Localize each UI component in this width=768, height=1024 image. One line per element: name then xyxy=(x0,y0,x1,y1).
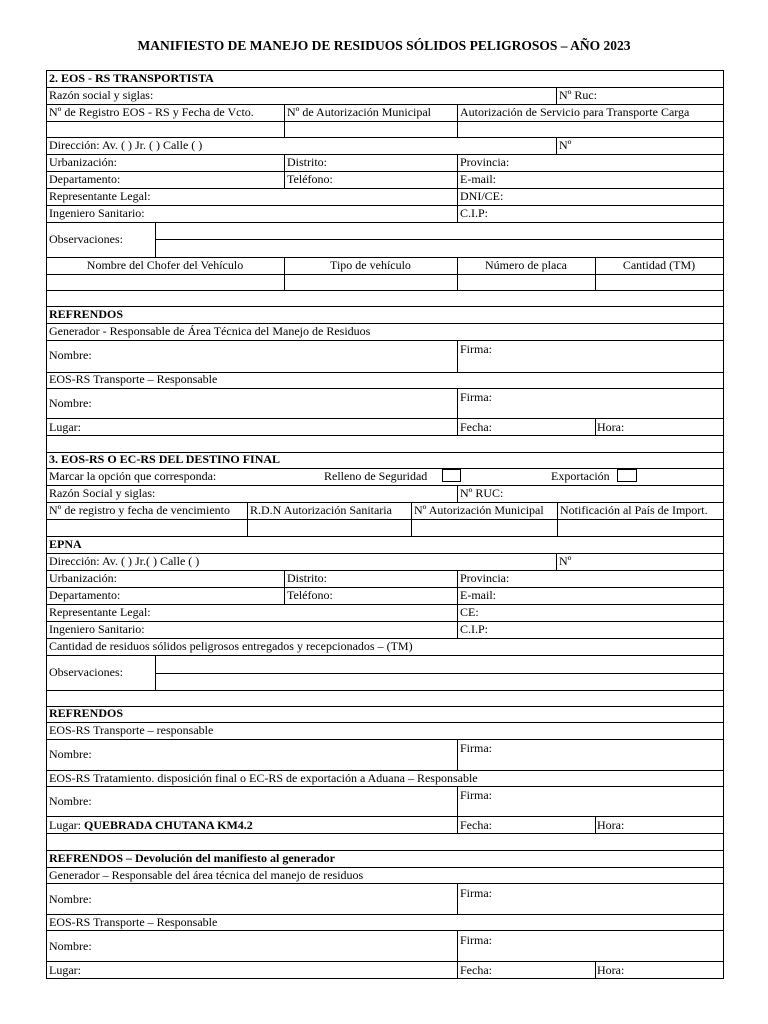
grid-hline-3 xyxy=(46,121,723,122)
epna-numero-label: Nº xyxy=(559,554,572,568)
grid-hline-5 xyxy=(46,154,723,155)
grid-hline-43 xyxy=(46,883,723,884)
epna-departamento-label: Departamento: xyxy=(49,588,121,602)
ruc-label: Nº Ruc: xyxy=(559,88,598,102)
grid-vline-19 xyxy=(457,570,458,638)
generador-nombre-label: Nombre: xyxy=(49,348,92,362)
grid-vline-5 xyxy=(457,154,458,222)
grid-vline-12 xyxy=(595,418,596,435)
section-3-header: 3. EOS-RS O EC-RS DEL DESTINO FINAL xyxy=(49,452,281,466)
epna-ce-label: CE: xyxy=(460,605,479,619)
document-title: MANIFIESTO DE MANEJO DE RESIDUOS SÓLIDOS PELIGROSOS – AÑO 2023 xyxy=(137,38,631,53)
grid-vline-26 xyxy=(595,961,596,978)
grid-hline-9 xyxy=(46,222,723,223)
autorizacion-municipal-destino-label: Nº Autorización Municipal xyxy=(414,503,544,517)
grid-hline-13 xyxy=(46,306,723,307)
transporte-nombre-2-label: Nombre: xyxy=(49,747,92,761)
tratamiento-nombre-label: Nombre: xyxy=(49,794,92,808)
hora-2-label: Hora: xyxy=(597,818,625,832)
epna-telefono-label: Teléfono: xyxy=(287,588,333,602)
hora-3-label: Hora: xyxy=(597,963,625,977)
generador-area-tecnica-label: Generador – Responsable del área técnica del manejo de residuos xyxy=(49,868,364,882)
grid-hline-25 xyxy=(46,536,723,537)
marcar-opcion-label: Marcar la opción que corresponda: xyxy=(49,469,217,483)
observaciones-label: Observaciones: xyxy=(49,232,123,246)
grid-hline-46 xyxy=(46,961,723,962)
grid-vline-15 xyxy=(411,502,412,536)
transporte-responsable-label: EOS-RS Transporte – Responsable xyxy=(49,372,218,386)
transporte-firma-3-label: Firma: xyxy=(460,933,492,947)
relleno-seguridad-label: Relleno de Seguridad xyxy=(324,469,428,483)
departamento-label: Departamento: xyxy=(49,172,121,186)
fecha-label: Fecha: xyxy=(460,420,492,434)
email-label: E-mail: xyxy=(460,172,496,186)
grid-hline-12 xyxy=(46,290,723,291)
autorizacion-municipal-label: Nº de Autorización Municipal xyxy=(287,105,432,119)
lugar-label: Lugar: xyxy=(49,420,81,434)
grid-vline-11 xyxy=(457,388,458,435)
grid-vline-17 xyxy=(556,553,557,570)
grid-vline-1 xyxy=(284,104,285,137)
grid-vline-21 xyxy=(457,739,458,770)
telefono-label: Teléfono: xyxy=(287,172,333,186)
grid-hline-34 xyxy=(46,706,723,707)
epna-ingeniero-label: Ingeniero Sanitario: xyxy=(49,622,145,636)
registro-vencimiento-label: Nº de registro y fecha de vencimiento xyxy=(49,503,230,517)
vehicle-header-chofer: Nombre del Chofer del Vehículo xyxy=(86,258,244,272)
vehicle-header-placa: Número de placa xyxy=(485,258,567,272)
ruc-destino-label: Nº RUC: xyxy=(460,486,504,500)
distrito-label: Distrito: xyxy=(287,155,328,169)
epna-header: EPNA xyxy=(49,537,82,551)
notificacion-pais-label: Notificación al País de Import. xyxy=(560,503,708,517)
grid-hline-33 xyxy=(46,690,723,691)
grid-vline-4 xyxy=(284,154,285,188)
transporte-nombre-3-label: Nombre: xyxy=(49,939,92,953)
epna-cip-label: C.I.P: xyxy=(460,622,489,636)
grid-hline-32 xyxy=(46,655,723,656)
grid-hline-24 xyxy=(46,519,723,520)
grid-vline-3 xyxy=(556,137,557,154)
cantidad-residuos-label: Cantidad de residuos sólidos peligrosos entregados y recepcionados – (TM) xyxy=(49,639,413,653)
autorizacion-servicio-label: Autorización de Servicio para Transporte Carga xyxy=(460,105,690,119)
grid-vline-16 xyxy=(557,502,558,536)
grid-hline-38 xyxy=(46,786,723,787)
grid-hline-30 xyxy=(46,621,723,622)
grid-hline-obs2-a xyxy=(155,673,723,674)
razon-social-destino-label: Razón Social y siglas: xyxy=(49,486,156,500)
epna-representante-label: Representante Legal: xyxy=(49,605,151,619)
numero-label: Nº xyxy=(559,138,572,152)
grid-hline-19 xyxy=(46,435,723,436)
grid-vline-14 xyxy=(247,502,248,536)
grid-hline-18 xyxy=(46,418,723,419)
representante-label: Representante Legal: xyxy=(49,189,151,203)
direccion-label: Dirección: Av. ( ) Jr. ( ) Calle ( ) xyxy=(49,138,203,152)
dni-label: DNI/CE: xyxy=(460,189,504,203)
grid-vline-left xyxy=(46,70,47,979)
fecha-2-label: Fecha: xyxy=(460,818,492,832)
grid-hline-28 xyxy=(46,587,723,588)
grid-hline-39 xyxy=(46,816,723,817)
vehicle-header-cantidad: Cantidad (TM) xyxy=(622,258,696,272)
razon-social-label: Razón social y siglas: xyxy=(49,88,154,102)
cip-label: C.I.P: xyxy=(460,206,489,220)
epna-direccion-label: Dirección: Av. ( ) Jr.( ) Calle ( ) xyxy=(49,554,200,568)
grid-vline-24 xyxy=(457,883,458,914)
epna-observaciones-label: Observaciones: xyxy=(49,665,123,679)
grid-hline-27 xyxy=(46,570,723,571)
grid-hline-obs1-a xyxy=(155,239,723,240)
grid-vline-18 xyxy=(284,570,285,604)
provincia-label: Provincia: xyxy=(460,155,510,169)
lugar-2-value: QUEBRADA CHUTANA KM4.2 xyxy=(84,818,253,832)
tratamiento-firma-label: Firma: xyxy=(460,788,492,802)
generador-nombre-3-label: Nombre: xyxy=(49,892,92,906)
transporte-responsable-2-label: EOS-RS Transporte – responsable xyxy=(49,723,214,737)
grid-hline-8 xyxy=(46,205,723,206)
lugar-2-label: Lugar: QUEBRADA CHUTANA KM4.2 xyxy=(49,818,253,832)
grid-vline-13 xyxy=(457,485,458,502)
grid-vline-2 xyxy=(457,104,458,137)
epna-distrito-label: Distrito: xyxy=(287,571,328,585)
ingeniero-label: Ingeniero Sanitario: xyxy=(49,206,145,220)
grid-vline-6 xyxy=(155,222,156,257)
grid-hline-47 xyxy=(46,978,723,979)
exportacion-label: Exportación xyxy=(551,469,610,483)
epna-email-label: E-mail: xyxy=(460,588,496,602)
grid-vline-25 xyxy=(457,930,458,978)
relleno-seguridad-checkbox[interactable] xyxy=(442,469,461,482)
fecha-3-label: Fecha: xyxy=(460,963,492,977)
registro-eos-label: Nº de Registro EOS - RS y Fecha de Vcto. xyxy=(49,105,254,119)
transporte-responsable-3-label: EOS-RS Transporte – Responsable xyxy=(49,915,218,929)
section-2-header: 2. EOS - RS TRANSPORTISTA xyxy=(49,71,214,85)
refrendos-3-header: REFRENDOS – Devolución del manifiesto al generador xyxy=(49,851,335,865)
grid-hline-17 xyxy=(46,388,723,389)
grid-hline-36 xyxy=(46,739,723,740)
generador-firma-label: Firma: xyxy=(460,342,492,356)
hora-label: Hora: xyxy=(597,420,625,434)
grid-hline-45 xyxy=(46,930,723,931)
generador-responsable-label: Generador - Responsable de Área Técnica del Manejo de Residuos xyxy=(49,324,371,338)
transporte-firma-label: Firma: xyxy=(460,390,492,404)
grid-vline-right xyxy=(723,70,724,979)
grid-vline-22 xyxy=(457,786,458,833)
grid-hline-6 xyxy=(46,171,723,172)
grid-hline-40 xyxy=(46,833,723,834)
epna-urbanizacion-label: Urbanización: xyxy=(49,571,117,585)
tratamiento-responsable-label: EOS-RS Tratamiento. disposición final o EC-RS de exportación a Aduana – Responsable xyxy=(49,771,478,785)
exportacion-checkbox[interactable] xyxy=(617,469,637,482)
grid-vline-10 xyxy=(457,340,458,372)
grid-vline-0 xyxy=(556,87,557,104)
grid-vline-20 xyxy=(155,655,156,690)
grid-hline-11 xyxy=(46,274,723,275)
transporte-nombre-label: Nombre: xyxy=(49,396,92,410)
urbanizacion-label: Urbanización: xyxy=(49,155,117,169)
generador-firma-3-label: Firma: xyxy=(460,886,492,900)
vehicle-header-tipo: Tipo de vehículo xyxy=(330,258,411,272)
manifest-form xyxy=(46,70,723,978)
refrendos-2-header: REFRENDOS xyxy=(49,706,124,720)
refrendos-1-header: REFRENDOS xyxy=(49,307,124,321)
epna-provincia-label: Provincia: xyxy=(460,571,510,585)
grid-hline-15 xyxy=(46,340,723,341)
rdn-autorizacion-label: R.D.N Autorización Sanitaria xyxy=(250,503,392,517)
lugar-3-label: Lugar: xyxy=(49,963,81,977)
transporte-firma-2-label: Firma: xyxy=(460,741,492,755)
grid-vline-23 xyxy=(595,816,596,833)
